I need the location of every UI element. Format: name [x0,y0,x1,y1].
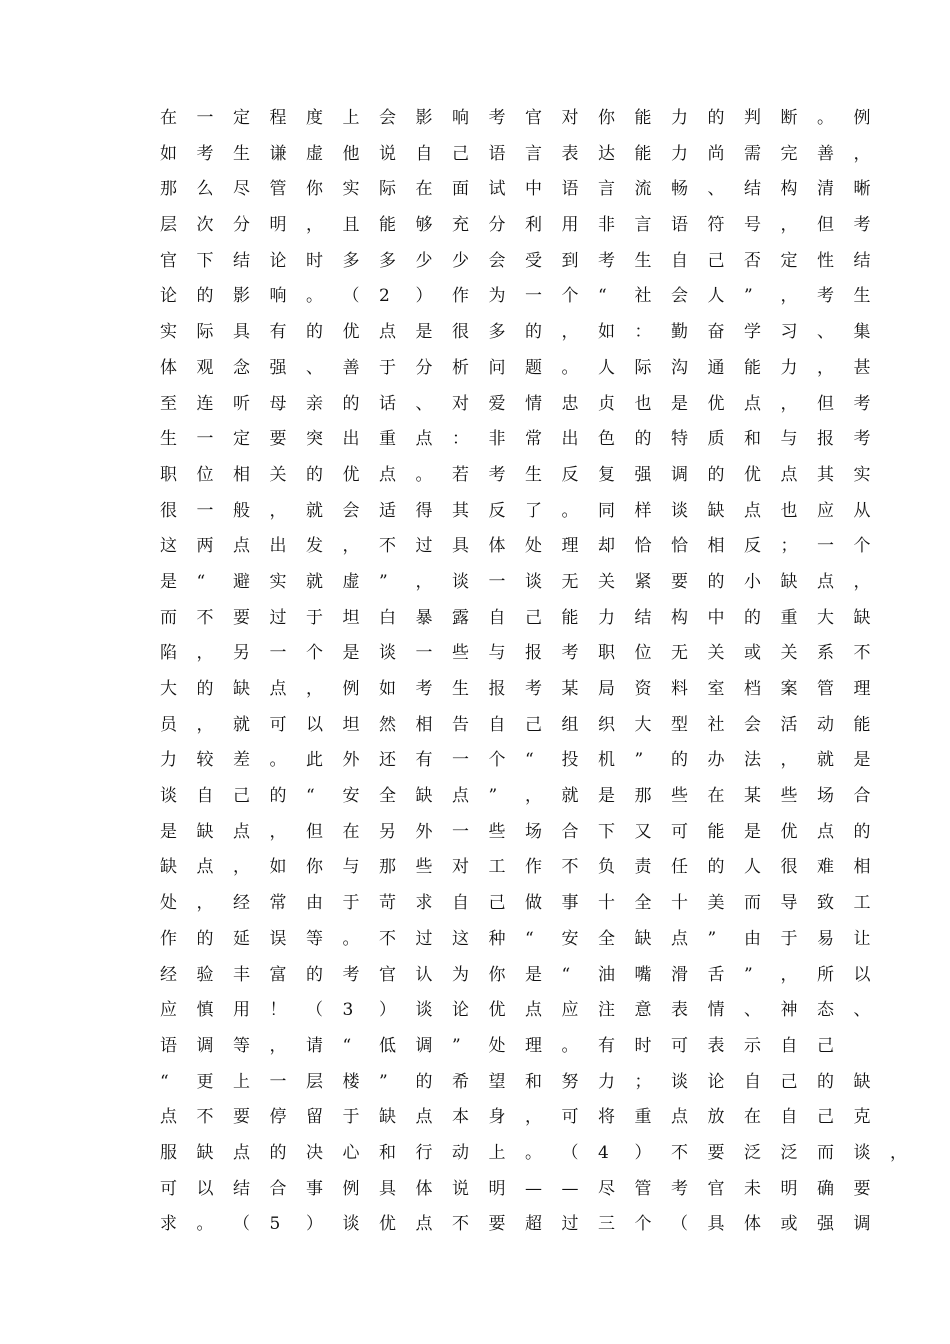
text-line: 体 观 念 强 、 善 于 分 析 问 题 。 人 际 沟 通 能 力 ， 甚 [160,357,871,378]
text-line: 而 不 要 过 于 坦 白 暴 露 自 己 能 力 结 构 中 的 重 大 缺 [160,607,871,628]
text-line: 谈 自 己 的 “ 安 全 缺 点 ” ， 就 是 那 些 在 某 些 场 合 [160,786,871,807]
text-line: 大 的 缺 点 ， 例 如 考 生 报 考 某 局 资 料 室 档 案 管 理 [160,679,871,699]
text-line: 经 验 丰 富 的 考 官 认 为 你 是 “ 油 嘴 滑 舌 ” ， 所 以 [160,964,871,985]
text-line: 实 际 具 有 的 优 点 是 很 多 的 ， 如 ： 勤 奋 学 习 、 集 [160,322,871,343]
text-line: 很 一 般 ， 就 会 适 得 其 反 了 。 同 样 谈 缺 点 也 应 从 [160,500,871,521]
text-line: 点 不 要 停 留 于 缺 点 本 身 ， 可 将 重 点 放 在 自 己 克 [160,1107,871,1128]
text-line: 层 次 分 明 ， 且 能 够 充 分 利 用 非 言 语 符 号 ， 但 考 [160,215,871,236]
text-line: 论 的 影 响 。 （ 2 ） 作 为 一 个 “ 社 会 人 ” ， 考 生 [160,286,871,307]
text-line: 员 ， 就 可 以 坦 然 相 告 自 己 组 织 大 型 社 会 活 动 能 [160,714,871,735]
text-line: 缺 点 ， 如 你 与 那 些 对 工 作 不 负 责 任 的 人 很 难 相 [160,857,871,878]
text-line: 官 下 结 论 时 多 多 少 少 会 受 到 考 生 自 己 否 定 性 结 [160,250,871,271]
text-line: 职 位 相 关 的 优 点 。 若 考 生 反 复 强 调 的 优 点 其 实 [160,464,871,485]
text-line: 处 ， 经 常 由 于 苛 求 自 己 做 事 十 全 十 美 而 导 致 工 [160,893,871,914]
body-text [160,101,908,1243]
text-line: 力 较 差 。 此 外 还 有 一 个 “ 投 机 ” 的 办 法 ， 就 是 [160,750,871,771]
text-line: 至 连 听 母 亲 的 话 、 对 爱 情 忠 贞 也 是 优 点 ， 但 考 [160,393,871,414]
text-line: 求 。 （ 5 ） 谈 优 点 不 要 超 过 三 个 （ 具 体 或 强 调 [160,1214,871,1235]
text-line: 是 “ 避 实 就 虚 ” ， 谈 一 谈 无 关 紧 要 的 小 缺 点 ， [160,571,871,592]
text-line: 作 的 延 误 等 。 不 过 这 种 “ 安 全 缺 点 ” 由 于 易 让 [160,928,871,949]
text-line: 那 么 尽 管 你 实 际 在 面 试 中 语 言 流 畅 、 结 构 清 晰 [160,179,871,200]
text-line: 这 两 点 出 发 ， 不 过 具 体 处 理 却 恰 恰 相 反 ； 一 个 [160,536,871,557]
text-line: 在 一 定 程 度 上 会 影 响 考 官 对 你 能 力 的 判 断 。 例 [160,108,871,128]
text-line: 是 缺 点 ， 但 在 另 外 一 些 场 合 下 又 可 能 是 优 点 的 [160,821,871,842]
text-line: 服 缺 点 的 决 心 和 行 动 上 。 （ 4 ） 不 要 泛 泛 而 谈 ， [160,1142,908,1163]
text-line: 应 慎 用 ！ （ 3 ） 谈 论 优 点 应 注 意 表 情 、 神 态 、 [160,1000,871,1021]
text-line: 如 考 生 谦 虚 他 说 自 己 语 言 表 达 能 力 尚 需 完 善 ， [160,143,871,164]
text-line: “ 更 上 一 层 楼 ” 的 希 望 和 努 力 ； 谈 论 自 己 的 缺 [160,1071,871,1092]
text-line: 可 以 结 合 事 例 具 体 说 明 — — 尽 管 考 官 未 明 确 要 [160,1178,871,1199]
text-line: 生 一 定 要 突 出 重 点 ： 非 常 出 色 的 特 质 和 与 报 考 [160,429,871,450]
text-line: 陷 ， 另 一 个 是 谈 一 些 与 报 考 职 位 无 关 或 关 系 不 [160,643,871,664]
text-line: 语 调 等 ， 请 “ 低 调 ” 处 理 。 有 时 可 表 示 自 己 [160,1035,835,1056]
